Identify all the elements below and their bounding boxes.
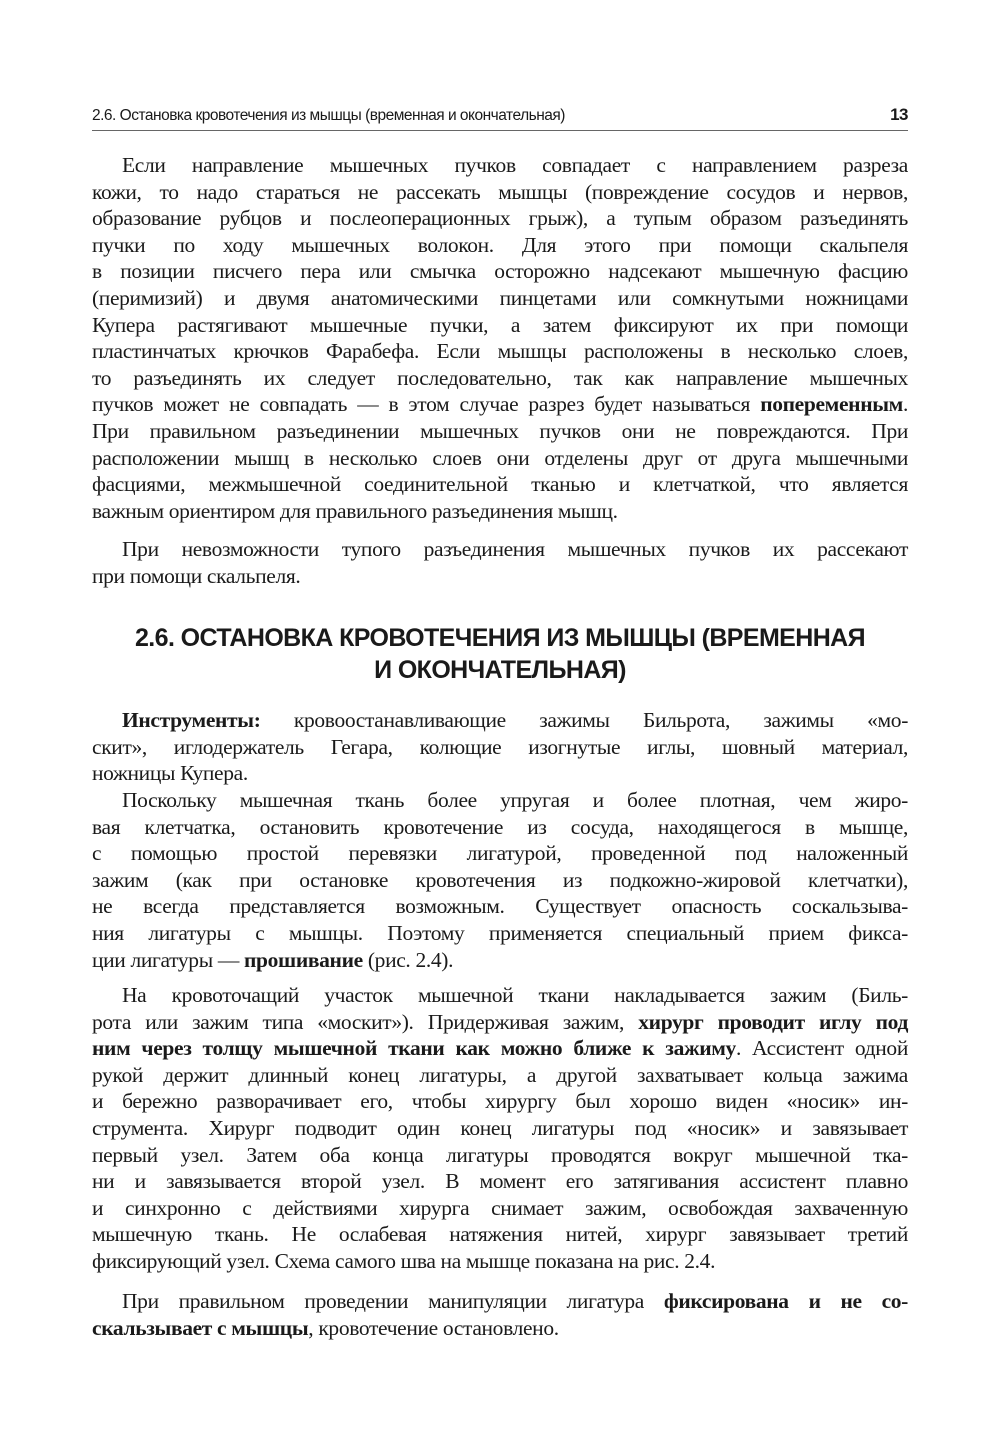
text: . bbox=[902, 392, 908, 417]
text: При правильном проведении манипуляции лигатура bbox=[122, 1289, 664, 1313]
running-title: 2.6. Остановка кровотечения из мышцы (временная и окончательная) bbox=[92, 107, 565, 124]
text: ции лигатуры — bbox=[92, 947, 244, 972]
text: ния лигатуры с мышцы. Поэтому применяется специальный прием фикса- bbox=[92, 920, 908, 945]
text: зажим (как при остановке кровотечения из подкожно-жировой клетчатки), bbox=[92, 867, 908, 892]
text: первый узел. Затем оба конца лигатуры проводятся вокруг мышечной тка- bbox=[92, 1142, 908, 1167]
text-line bbox=[92, 867, 908, 894]
text: , кровотечение остановлено. bbox=[308, 1315, 559, 1340]
text: вая клетчатка, остановить кровотечение из сосуда, находящегося в мышце, bbox=[92, 814, 908, 839]
text: образование рубцов и послеоперационных грыж), а тупым образом разъединять bbox=[92, 206, 908, 231]
text-line bbox=[92, 498, 908, 525]
running-header bbox=[92, 104, 908, 131]
text: с помощью простой перевязки лигатурой, проведенной под наложенный bbox=[92, 841, 908, 866]
bold-text: прошивание bbox=[244, 947, 363, 972]
text-line bbox=[92, 1062, 908, 1089]
text-line bbox=[92, 1195, 908, 1222]
bold-text: попеременным bbox=[760, 392, 903, 417]
text-line bbox=[92, 947, 908, 974]
paragraph bbox=[92, 152, 908, 524]
heading-line: 2.6. ОСТАНОВКА КРОВОТЕЧЕНИЯ ИЗ МЫШЦЫ (ВРЕМЕННАЯ bbox=[135, 624, 865, 652]
text-line bbox=[92, 285, 908, 312]
text-line bbox=[92, 563, 908, 590]
text-line bbox=[92, 1168, 908, 1195]
text-line bbox=[92, 1115, 908, 1142]
text: При невозможности тупого разъединения мышечных пучков их рассекают bbox=[122, 537, 908, 561]
text-line bbox=[92, 1088, 908, 1115]
bold-text: ним через толщу мышечной ткани как можно ближе к зажиму bbox=[92, 1036, 736, 1061]
text: и синхронно с действиями хирурга снимает зажим, освобождая захваченную bbox=[92, 1195, 908, 1220]
page-number: 13 bbox=[890, 105, 908, 124]
text: При правильном разъединении мышечных пучков они не повреждаются. При bbox=[92, 418, 908, 443]
paragraph bbox=[92, 1288, 908, 1341]
text-line bbox=[92, 840, 908, 867]
text-line bbox=[92, 312, 908, 339]
text-line bbox=[92, 536, 908, 563]
text: На кровоточащий участок мышечной ткани накладывается зажим (Биль- bbox=[122, 983, 908, 1007]
text-line bbox=[92, 471, 908, 498]
text: (рис. 2.4). bbox=[362, 947, 454, 972]
paragraph bbox=[92, 707, 908, 787]
text: ножницы Купера. bbox=[92, 761, 248, 786]
text: то разъединять их следует последовательно, так как направление мышечных bbox=[92, 365, 908, 390]
text: пластинчатых крючков Фарабефа. Если мышцы расположены в несколько слоев, bbox=[92, 339, 908, 364]
text: фасциями, межмышечной соединительной тканью и клетчаткой, что является bbox=[92, 472, 908, 497]
paragraph bbox=[92, 787, 908, 973]
text: . Ассистент одной bbox=[735, 1036, 908, 1061]
bold-text: скальзывает с мышцы bbox=[92, 1315, 309, 1340]
text: мышечную ткань. Не ослабевая натяжения нитей, хирург завязывает третий bbox=[92, 1222, 908, 1247]
text: скит», иглодержатель Гегара, колющие изогнутые иглы, шовный материал, bbox=[92, 734, 908, 759]
text: Купера растягивают мышечные пучки, а затем фиксируют их при помощи bbox=[92, 312, 908, 337]
text-line bbox=[92, 982, 908, 1009]
text: фиксирующий узел. Схема самого шва на мышце показана на рис. 2.4. bbox=[92, 1248, 716, 1273]
text: рота или зажим типа «москит»). Придерживая зажим, bbox=[92, 1009, 639, 1034]
text: рукой держит длинный конец лигатуры, а другой захватывает кольца зажима bbox=[92, 1062, 908, 1087]
text-line bbox=[92, 1221, 908, 1248]
text: Поскольку мышечная ткань более упругая и более плотная, чем жиро- bbox=[122, 788, 908, 812]
bold-text: Инструменты: bbox=[122, 708, 261, 732]
text-line bbox=[92, 920, 908, 947]
text-line bbox=[92, 391, 908, 418]
text: в позиции писчего пера или смычка осторожно надсекают мышечную фасцию bbox=[92, 259, 908, 284]
text-line bbox=[92, 707, 908, 734]
text-line bbox=[92, 1142, 908, 1169]
paragraph bbox=[92, 536, 908, 589]
text-line bbox=[92, 1248, 908, 1275]
text: при помощи скальпеля. bbox=[92, 563, 301, 588]
text: кожи, то надо стараться не рассекать мышцы (повреждение сосудов и нервов, bbox=[92, 179, 908, 204]
text-line bbox=[92, 1009, 908, 1036]
text-line bbox=[92, 445, 908, 472]
text-line bbox=[92, 814, 908, 841]
bold-text: хирург проводит иглу под bbox=[638, 1009, 908, 1034]
paragraph bbox=[92, 982, 908, 1275]
text-line bbox=[92, 787, 908, 814]
text-line bbox=[92, 1035, 908, 1062]
text-line bbox=[92, 734, 908, 761]
text: ни и завязывается второй узел. В момент его затягивания ассистент плавно bbox=[92, 1169, 908, 1194]
text-line bbox=[92, 1315, 908, 1342]
text-line bbox=[92, 179, 908, 206]
text-line bbox=[92, 232, 908, 259]
text: струмента. Хирург подводит один конец лигатуры под «носик» и завязывает bbox=[92, 1115, 908, 1140]
text: расположении мышц в несколько слоев они отделены друг от друга мышечными bbox=[92, 445, 908, 470]
bold-text: фиксирована и не со- bbox=[663, 1289, 908, 1313]
text-line bbox=[92, 418, 908, 445]
text: (перимизий) и двумя анатомическими пинцетами или сомкнутыми ножницами bbox=[92, 285, 908, 310]
text-line bbox=[92, 258, 908, 285]
text: важным ориентиром для правильного разъединения мышц. bbox=[92, 498, 618, 523]
text-line bbox=[92, 893, 908, 920]
text-line bbox=[92, 1288, 908, 1315]
text: и бережно разворачивает его, чтобы хирургу был хорошо виден «носик» ин- bbox=[92, 1089, 908, 1114]
text: не всегда представляется возможным. Существует опасность соскальзыва- bbox=[92, 894, 908, 919]
text: кровоостанавливающие зажимы Бильрота, зажимы «мо- bbox=[260, 708, 908, 732]
text: Если направление мышечных пучков совпадает с направлением разреза bbox=[122, 153, 908, 177]
text: пучки по ходу мышечных волокон. Для этого при помощи скальпеля bbox=[92, 232, 908, 257]
text-line bbox=[92, 152, 908, 179]
text-line bbox=[92, 338, 908, 365]
text-line bbox=[92, 205, 908, 232]
text-line bbox=[92, 365, 908, 392]
section-heading bbox=[92, 622, 908, 686]
heading-line: И ОКОНЧАТЕЛЬНАЯ) bbox=[374, 656, 626, 684]
text-line bbox=[92, 760, 908, 787]
text: пучков может не совпадать — в этом случае разрез будет называться bbox=[92, 392, 761, 417]
